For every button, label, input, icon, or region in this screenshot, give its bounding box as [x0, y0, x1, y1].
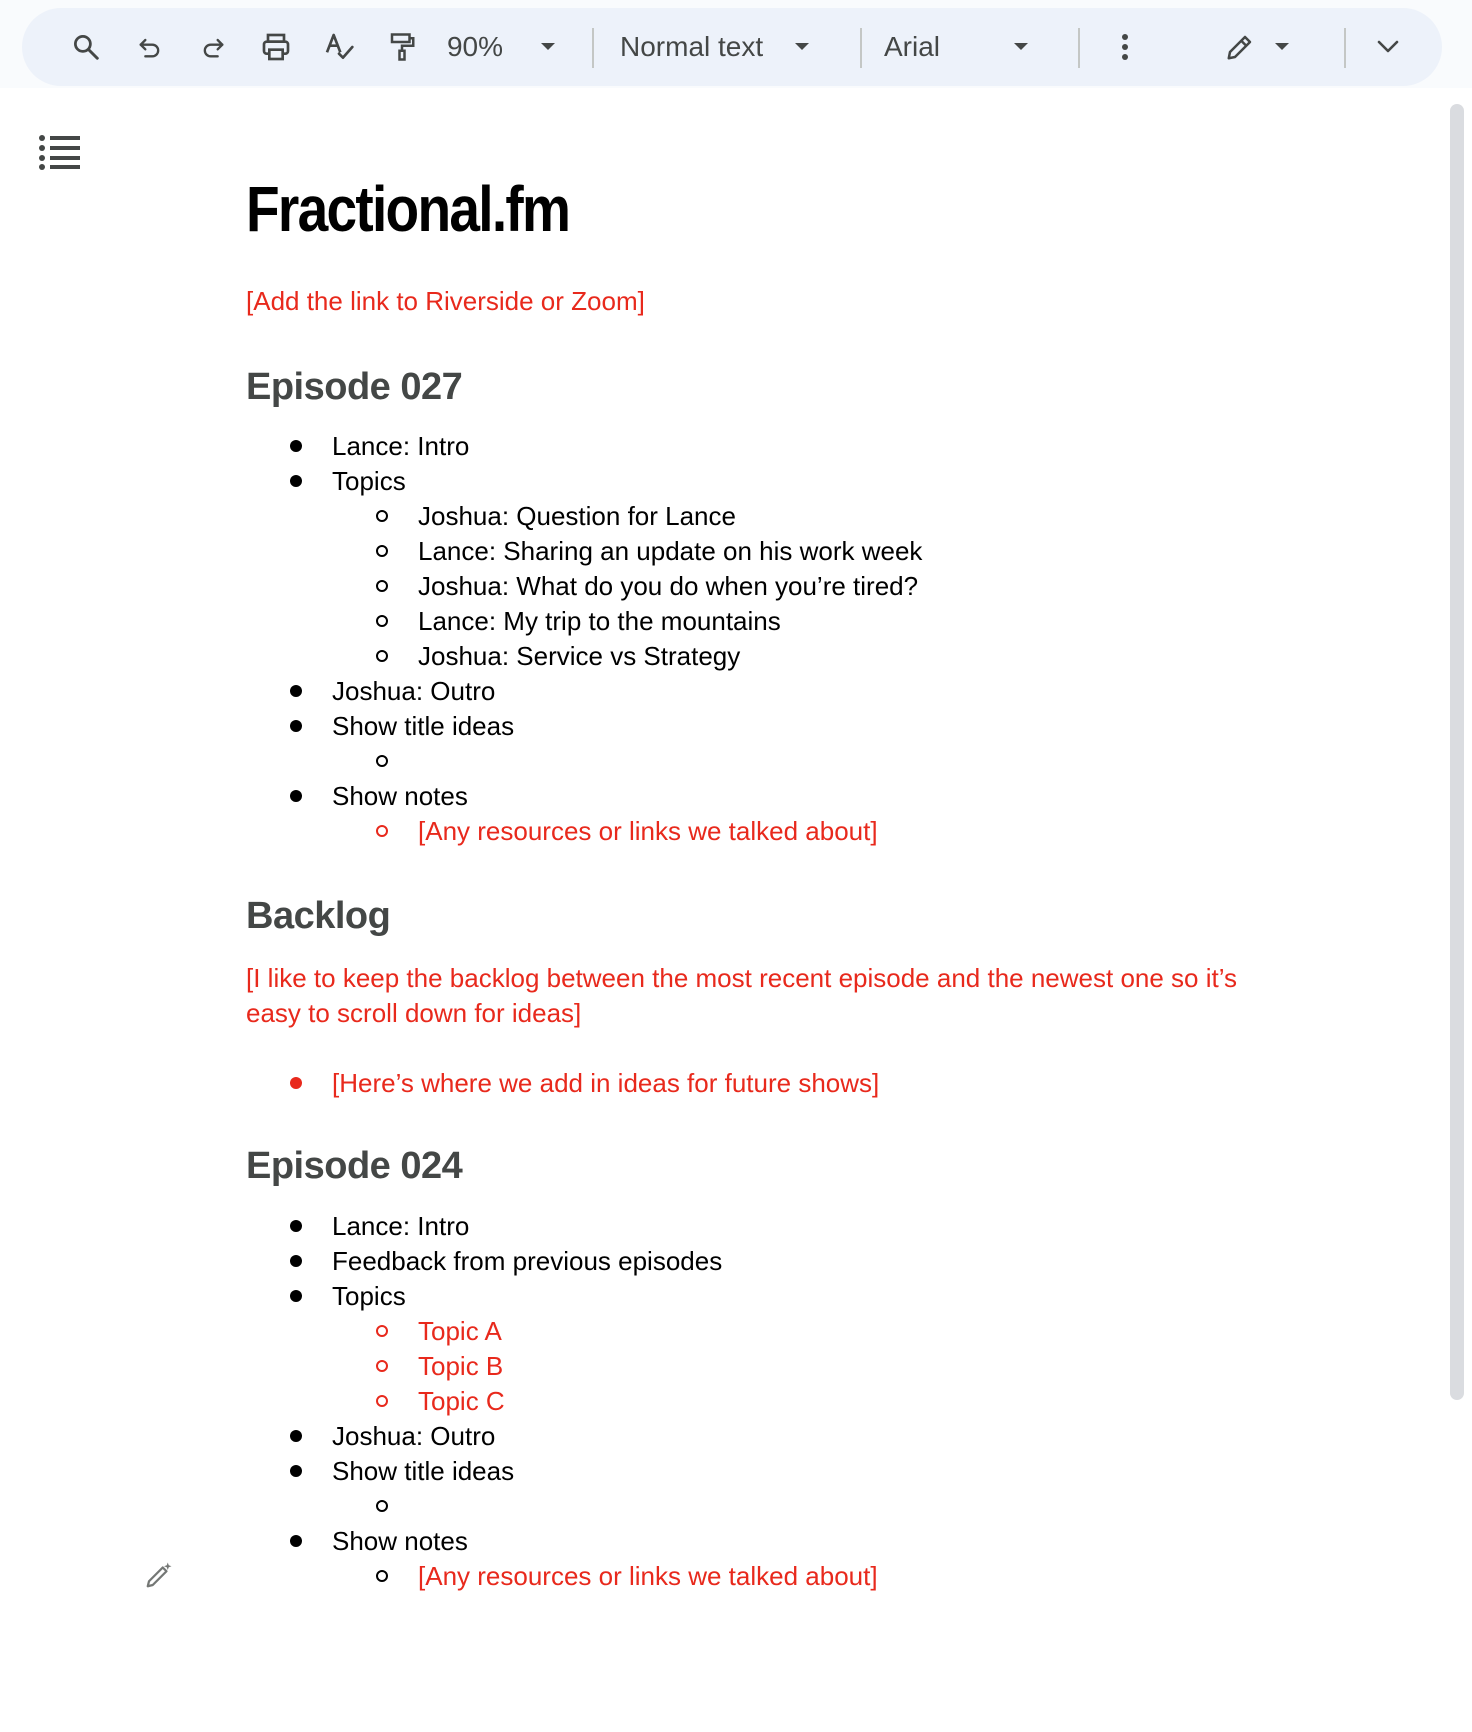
sub-bullet: [376, 814, 388, 849]
list-item: Lance: Sharing an update on his work week: [418, 536, 923, 566]
font-select[interactable]: [884, 8, 1074, 86]
print-button[interactable]: [248, 8, 304, 86]
toolbar: [22, 8, 1442, 86]
sub-bullet-empty: [376, 744, 388, 779]
backlog-description-line2: easy to scroll down for ideas]: [246, 998, 582, 1028]
print-icon: [260, 31, 292, 63]
backlog-heading: Backlog: [246, 895, 391, 937]
undo-icon: [136, 33, 164, 61]
list-item: [Any resources or links we talked about]: [418, 1561, 878, 1591]
redo-icon: [199, 33, 227, 61]
scrollbar-thumb[interactable]: [1450, 104, 1464, 1400]
list-item: Show notes: [332, 1526, 468, 1556]
bullet: [290, 429, 302, 464]
sub-bullet: [376, 1349, 388, 1384]
bullet: [290, 709, 302, 744]
episode-027-heading: Episode 027: [246, 366, 463, 408]
bullet: [290, 779, 302, 814]
list-item: Lance: Intro: [332, 1211, 470, 1241]
sub-bullet: [376, 569, 388, 604]
paragraph-style-value: Normal text: [620, 31, 764, 62]
chevron-down-icon: [1376, 39, 1400, 55]
magic-pencil-icon: [144, 1577, 174, 1594]
search-menus-button[interactable]: [58, 8, 114, 86]
pencil-icon: [1225, 32, 1255, 62]
paint-roller-icon: [387, 31, 417, 63]
list-item: Topics: [332, 1281, 406, 1311]
caret-down-icon: [539, 42, 557, 52]
toolbar-area: [0, 0, 1472, 88]
list-item: Show notes: [332, 781, 468, 811]
spellcheck-button[interactable]: [311, 8, 367, 86]
zoom-value: 90%: [446, 31, 504, 62]
list-item: Show title ideas: [332, 711, 515, 741]
list-item: [Here’s where we add in ideas for future shows]: [332, 1068, 880, 1098]
bullet: [290, 464, 302, 499]
list-item: Topic A: [418, 1316, 502, 1346]
sub-bullet: [376, 1559, 388, 1594]
bullet: [290, 1454, 302, 1489]
caret-down-icon: [1012, 42, 1030, 52]
sub-bullet: [376, 1314, 388, 1349]
bullet: [290, 1524, 302, 1559]
sub-bullet: [376, 604, 388, 639]
paragraph-style-select[interactable]: [620, 8, 850, 86]
spellcheck-icon: [323, 31, 355, 63]
redo-button[interactable]: [185, 8, 241, 86]
list-item: Joshua: Outro: [332, 676, 496, 706]
bullet: [290, 1244, 302, 1279]
link-placeholder: [Add the link to Riverside or Zoom]: [246, 286, 645, 316]
editing-mode-button[interactable]: [1218, 8, 1298, 86]
caret-down-icon: [1273, 42, 1291, 52]
list-item: Joshua: Service vs Strategy: [418, 641, 741, 671]
bullet: [290, 1419, 302, 1454]
bullet: [290, 1279, 302, 1314]
sub-bullet: [376, 534, 388, 569]
list-item: Joshua: What do you do when you’re tired?: [418, 571, 919, 601]
list-item: Topics: [332, 466, 406, 496]
sub-bullet: [376, 1384, 388, 1419]
bullet: [290, 1066, 302, 1101]
toolbar-divider: [1344, 28, 1346, 68]
list-item: Lance: Intro: [332, 431, 470, 461]
undo-button[interactable]: [122, 8, 178, 86]
more-vert-icon: [1121, 33, 1129, 61]
caret-down-icon: [793, 42, 811, 52]
list-item: Show title ideas: [332, 1456, 515, 1486]
list-item: Joshua: Question for Lance: [418, 501, 736, 531]
list-item: Lance: My trip to the mountains: [418, 606, 781, 636]
list-icon: [38, 157, 82, 174]
backlog-description-line1: [I like to keep the backlog between the most recent episode and the newest one so it’s: [246, 963, 1238, 993]
hide-menus-button[interactable]: [1360, 8, 1416, 86]
toolbar-divider: [1078, 28, 1080, 68]
sub-bullet: [376, 639, 388, 674]
document-outline-button[interactable]: [38, 134, 82, 175]
paint-format-button[interactable]: [374, 8, 430, 86]
list-item: Joshua: Outro: [332, 1421, 496, 1451]
font-value: Arial: [884, 31, 941, 62]
bullet: [290, 674, 302, 709]
list-item: Topic B: [418, 1351, 504, 1381]
toolbar-divider: [592, 28, 594, 68]
toolbar-divider: [860, 28, 862, 68]
bullet: [290, 1209, 302, 1244]
help-me-write-button[interactable]: [144, 1560, 174, 1595]
search-icon: [71, 32, 101, 62]
zoom-select[interactable]: [442, 8, 562, 86]
list-item: [Any resources or links we talked about]: [418, 816, 878, 846]
sub-bullet-empty: [376, 1489, 388, 1524]
sub-bullet: [376, 499, 388, 534]
more-options-button[interactable]: [1100, 8, 1150, 86]
list-item: Topic C: [418, 1386, 505, 1416]
document-title: Fractional.fm: [246, 173, 570, 245]
episode-024-heading: Episode 024: [246, 1145, 463, 1187]
list-item: Feedback from previous episodes: [332, 1246, 723, 1276]
